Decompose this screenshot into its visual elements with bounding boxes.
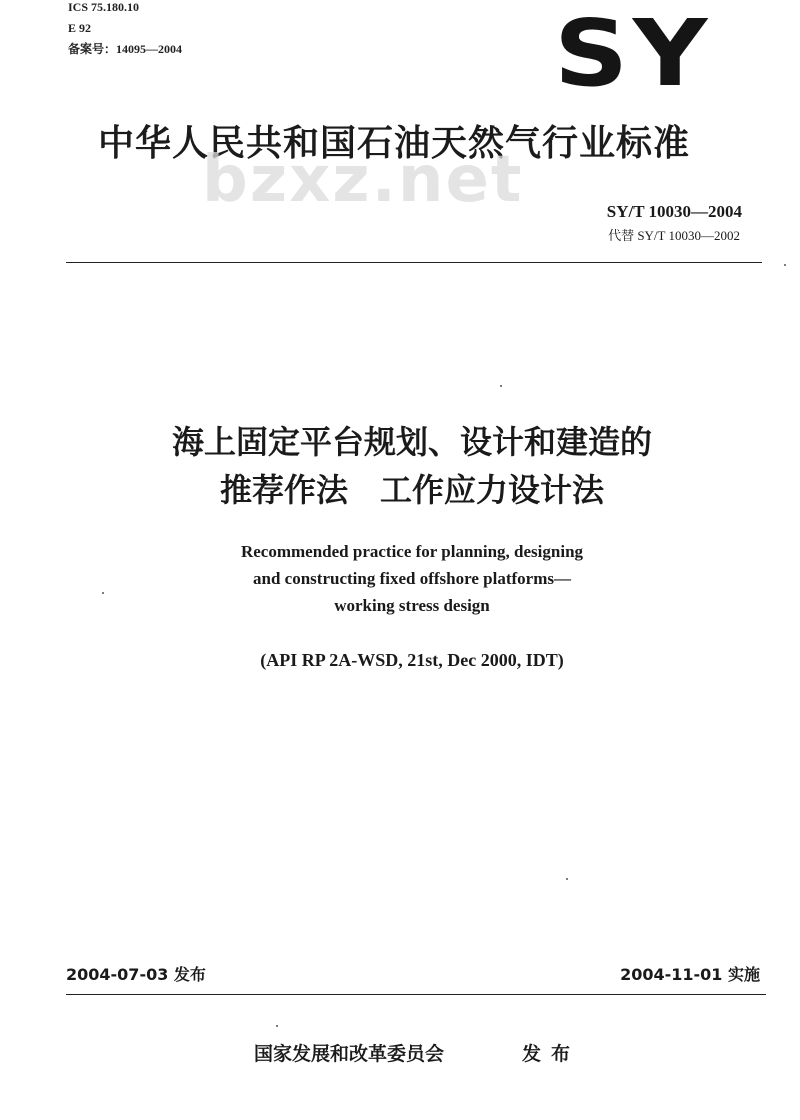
- ics-code: ICS 75.180.10: [68, 0, 140, 14]
- chinese-title-line-1: 海上固定平台规划、设计和建造的: [171, 423, 652, 461]
- header-divider: [66, 262, 762, 263]
- scan-speck: [500, 385, 502, 387]
- implementation-date: 2004-11-01 实施: [620, 965, 760, 984]
- scan-speck: [102, 592, 104, 594]
- standard-number: SY/T 10030—2004: [606, 202, 742, 221]
- watermark: bzxz.net: [202, 143, 524, 217]
- publisher: 国家发展和改革委员会: [254, 1043, 445, 1065]
- chinese-title-line-2: 推荐作法 工作应力设计法: [219, 471, 604, 509]
- english-title-line-1: Recommended practice for planning, designing: [240, 542, 584, 561]
- issue-date: 2004-07-03 发布: [66, 965, 206, 984]
- footer-divider: [66, 994, 766, 995]
- classification-code: E 92: [68, 21, 92, 35]
- english-title-line-2: and constructing fixed offshore platforms—: [253, 569, 571, 588]
- scan-speck: [276, 1025, 278, 1027]
- scan-speck: [566, 878, 568, 880]
- organization-title: 中华人民共和国石油天然气行业标准: [98, 123, 691, 164]
- english-title-line-3: working stress design: [334, 596, 490, 615]
- replaces-standard: 代替 SY/T 10030—2002: [608, 228, 740, 243]
- scan-speck: [784, 264, 786, 266]
- publish-label: 发布: [522, 1043, 581, 1065]
- record-number: 备案号：14095—2004: [68, 42, 183, 56]
- sy-logo: SY: [554, 0, 712, 107]
- adoption-note: (API RP 2A-WSD, 21st, Dec 2000, IDT): [260, 650, 564, 670]
